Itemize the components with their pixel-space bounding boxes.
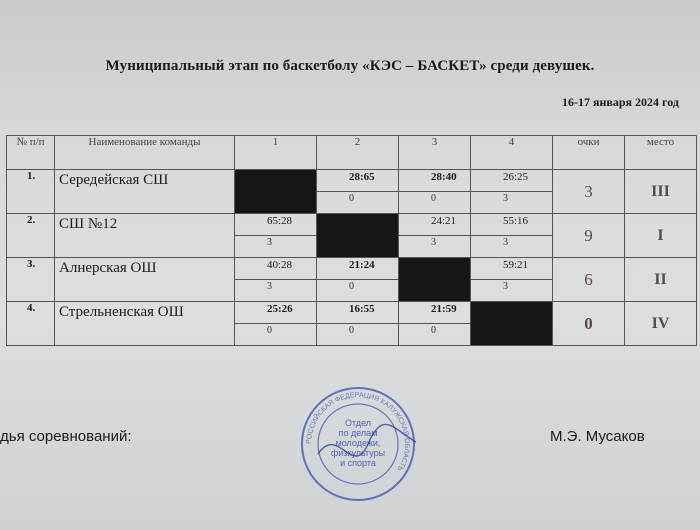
match-points: 3 bbox=[235, 236, 317, 258]
match-points: 0 bbox=[317, 192, 399, 214]
score-cell: 40:28 bbox=[235, 258, 317, 280]
col-2-header: 2 bbox=[317, 136, 399, 170]
team-name: Стрельненская ОШ bbox=[55, 302, 235, 346]
judge-label: дья соревнований: bbox=[0, 428, 132, 445]
score-cell: 21:59 bbox=[399, 302, 471, 324]
table-row bbox=[7, 302, 697, 324]
score-cell: 55:16 bbox=[471, 214, 553, 236]
header-row bbox=[7, 136, 697, 170]
document-title: Муниципальный этап по баскетболу «КЭС – БАСКЕТ» среди девушек. bbox=[105, 58, 595, 74]
blocked-cell bbox=[235, 170, 317, 214]
team-name: Середейская СШ bbox=[55, 170, 235, 214]
stamp-line: физкультуры bbox=[330, 448, 386, 458]
points-total: 6 bbox=[553, 258, 625, 302]
score-cell: 21:24 bbox=[317, 258, 399, 280]
score-cell: 16:55 bbox=[317, 302, 399, 324]
blocked-cell bbox=[399, 258, 471, 302]
table-row bbox=[7, 258, 697, 280]
match-points: 0 bbox=[235, 324, 317, 346]
team-name: Алнерская ОШ bbox=[55, 258, 235, 302]
team-name: СШ №12 bbox=[55, 214, 235, 258]
match-points: 0 bbox=[317, 280, 399, 302]
match-points: 3 bbox=[471, 280, 553, 302]
col-3-header: 3 bbox=[399, 136, 471, 170]
col-4-header: 4 bbox=[471, 136, 553, 170]
place-value: II bbox=[625, 258, 697, 302]
score-cell: 28:40 bbox=[399, 170, 471, 192]
stamp-line: Отдел bbox=[344, 418, 372, 428]
stamp-ring-text: РОССИЙСКАЯ ФЕДЕРАЦИЯ КАЛУЖСКАЯ ОБЛАСТЬ bbox=[305, 391, 411, 473]
row-number: 2. bbox=[7, 214, 55, 258]
place-value: IV bbox=[625, 302, 697, 346]
row-number: 4. bbox=[7, 302, 55, 346]
stamp-line: молодежи, bbox=[335, 438, 381, 448]
event-date: 16-17 января 2024 год bbox=[562, 95, 679, 109]
col-place-header: место bbox=[625, 136, 697, 170]
col-num-header: № п/п bbox=[7, 136, 55, 170]
match-points: 0 bbox=[399, 324, 471, 346]
score-cell: 59:21 bbox=[471, 258, 553, 280]
table-row bbox=[7, 214, 697, 236]
points-total: 3 bbox=[553, 170, 625, 214]
match-points: 3 bbox=[471, 192, 553, 214]
score-cell: 25:26 bbox=[235, 302, 317, 324]
place-value: III bbox=[625, 170, 697, 214]
match-points: 3 bbox=[471, 236, 553, 258]
results-table bbox=[6, 135, 697, 346]
stamp-line: по делам bbox=[338, 428, 378, 438]
match-points: 0 bbox=[317, 324, 399, 346]
match-points: 3 bbox=[399, 236, 471, 258]
table-row bbox=[7, 170, 697, 192]
col-team-header: Наименование команды bbox=[55, 136, 235, 170]
stamp-line: и спорта bbox=[340, 458, 376, 468]
score-cell: 65:28 bbox=[235, 214, 317, 236]
col-1-header: 1 bbox=[235, 136, 317, 170]
place-value: I bbox=[625, 214, 697, 258]
points-total: 0 bbox=[553, 302, 625, 346]
score-cell: 24:21 bbox=[399, 214, 471, 236]
match-points: 3 bbox=[235, 280, 317, 302]
blocked-cell bbox=[317, 214, 399, 258]
score-cell: 28:65 bbox=[317, 170, 399, 192]
points-total: 9 bbox=[553, 214, 625, 258]
row-number: 3. bbox=[7, 258, 55, 302]
row-number: 1. bbox=[7, 170, 55, 214]
col-points-header: очки bbox=[553, 136, 625, 170]
official-stamp bbox=[298, 384, 418, 504]
match-points: 0 bbox=[399, 192, 471, 214]
blocked-cell bbox=[471, 302, 553, 346]
judge-name: М.Э. Мусаков bbox=[550, 428, 645, 445]
score-cell: 26:25 bbox=[471, 170, 553, 192]
